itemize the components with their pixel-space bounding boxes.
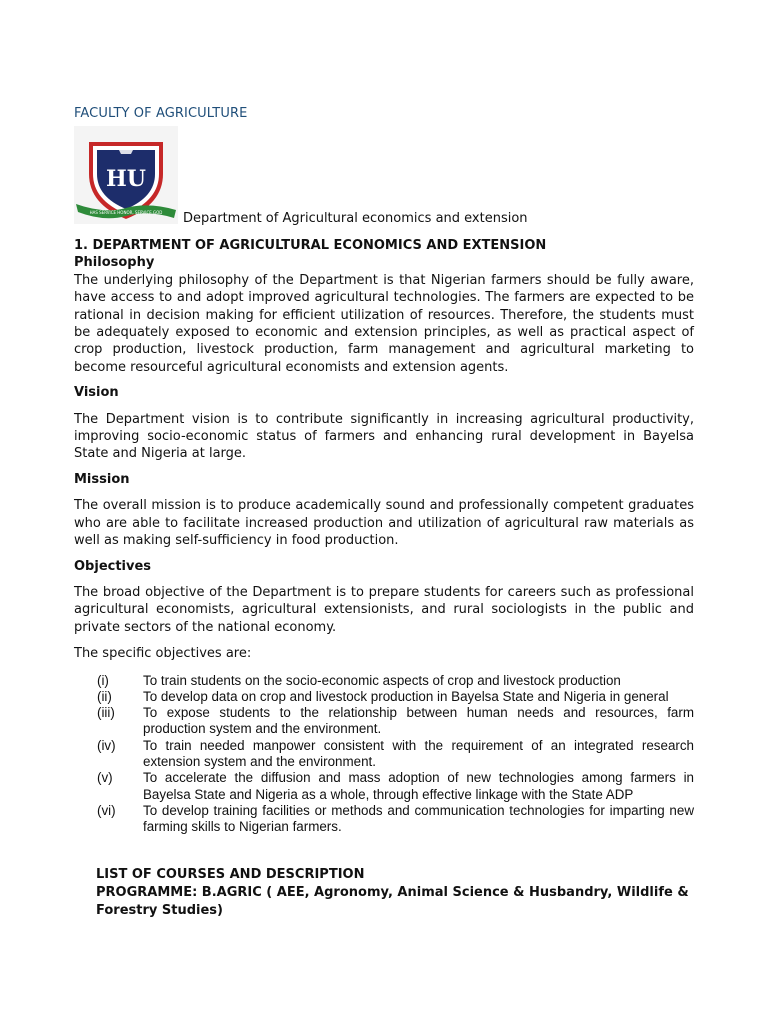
list-item — [97, 770, 694, 803]
philosophy-heading: Philosophy — [74, 255, 155, 271]
list-item-number: (i) — [97, 672, 109, 688]
university-logo — [74, 126, 178, 224]
crest-icon — [74, 126, 178, 224]
list-item — [97, 705, 694, 738]
list-item — [97, 673, 694, 689]
list-item — [97, 738, 694, 771]
list-item-text: To train needed manpower consistent with the requirement of an integrated research extension system and the environment. — [143, 737, 694, 770]
crest-letters: HU — [106, 166, 146, 192]
crest-motto: HAS SERVICE HONOR, SERVICE GOD — [89, 210, 163, 215]
programme-line: PROGRAMME: B.AGRIC ( AEE, Agronomy, Animal Science & Husbandry, Wildlife & Forestry Studies) — [96, 885, 689, 918]
list-item-number: (vi) — [97, 802, 116, 818]
list-item-text: To train students on the socio-economic aspects of crop and livestock production — [143, 672, 621, 688]
list-item-text: To expose students to the relationship between human needs and resources, farm production system and the environment. — [143, 705, 694, 737]
vision-heading: Vision — [74, 385, 119, 401]
list-item-text: To develop data on crop and livestock production in Bayelsa State and Nigeria in general — [143, 688, 669, 704]
courses-heading: LIST OF COURSES AND DESCRIPTION — [96, 867, 365, 882]
list-item-number: (iii) — [97, 705, 115, 721]
mission-text: The overall mission is to produce academically sound and professionally competent graduates who are able to facilitate increased production and utilization of agricultural raw materials as well as making self-sufficiency in food production. — [74, 498, 694, 549]
objectives-text: The broad objective of the Department is to prepare students for careers such as professional agricultural economists, agricultural extensionists, and rural sociologists in the public and private sectors of the national economy. — [74, 584, 694, 635]
list-item-text: To develop training facilities or methods and communication technologies for imparting new farming skills to Nigerian farmers. — [143, 802, 694, 835]
objectives-list — [97, 673, 694, 836]
department-section — [74, 237, 694, 836]
philosophy-text: The underlying philosophy of the Department is that Nigerian farmers should be fully aware, have access to and adopt improved agricultural technologies. The farmers are expected to be rational in decision making for efficient utilization of resources. Therefore, the students must be adequately exposed to economic and extension principles, as well as practical aspect of crop production, livestock production, farm management and agricultural marketing to become resourceful agricultural economists and extension agents. — [74, 272, 694, 375]
list-item-number: (iv) — [97, 737, 116, 753]
specific-objectives-intro: The specific objectives are: — [74, 646, 252, 662]
list-item-text: To accelerate the diffusion and mass adoption of new technologies among farmers in Bayelsa State and Nigeria as a whole, through effective linkage with the State ADP — [143, 770, 694, 802]
department-caption: Department of Agricultural economics and extension — [183, 211, 528, 226]
vision-text: The Department vision is to contribute significantly in increasing agricultural productivity, improving socio-economic status of farmers and enhancing rural development in Bayelsa State and Nigeria at large. — [74, 411, 694, 462]
list-item — [97, 803, 694, 836]
objectives-heading: Objectives — [74, 558, 152, 574]
courses-block — [96, 866, 694, 920]
faculty-title: FACULTY OF AGRICULTURE — [74, 106, 248, 121]
list-item-number: (ii) — [97, 688, 112, 704]
list-item — [97, 689, 694, 705]
list-item-number: (v) — [97, 770, 113, 786]
mission-heading: Mission — [74, 471, 130, 487]
section-title: 1. DEPARTMENT OF AGRICULTURAL ECONOMICS AND EXTENSION — [74, 238, 547, 253]
